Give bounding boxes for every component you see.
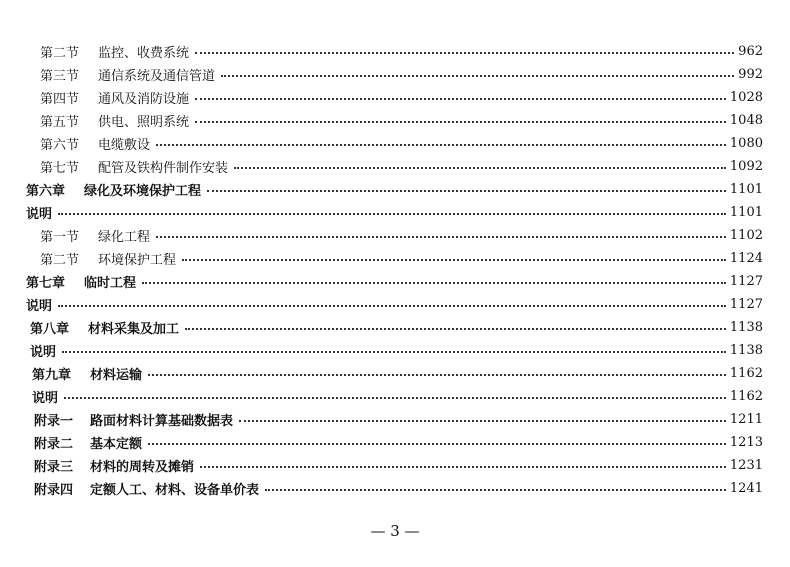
toc-entry [40, 109, 763, 131]
toc-entry-title: 电缆敷设 [98, 137, 151, 153]
dot-leader [265, 489, 726, 491]
toc-entry-title: 基本定额 [90, 436, 143, 452]
toc-entry-label: 第七章 [26, 275, 66, 291]
toc-entry-label: 第九章 [32, 367, 72, 383]
toc-entry [40, 247, 763, 269]
toc-entry-label: 说明 [30, 344, 57, 360]
toc-entry [40, 132, 763, 154]
toc-entry-label: 第一节 [40, 229, 80, 245]
toc-entry-page: 1127 [729, 273, 763, 289]
toc-entry-label: 第五节 [40, 114, 80, 130]
toc-note [32, 385, 763, 407]
toc-entry-label: 第三节 [40, 68, 80, 84]
toc-entry-label: 第七节 [40, 160, 80, 176]
toc-note [26, 293, 763, 315]
toc-note [30, 339, 763, 361]
toc-entry [40, 155, 763, 177]
toc-entry-label: 第二节 [40, 45, 80, 61]
toc-entry-title: 临时工程 [84, 275, 137, 291]
toc-entry-page: 1124 [729, 250, 763, 266]
dot-leader [58, 305, 726, 307]
toc-entry-page: 1048 [729, 112, 763, 128]
toc-appendix [34, 454, 763, 476]
toc-entry-page: 1092 [729, 158, 763, 174]
toc-entry [40, 224, 763, 246]
toc-entry-page: 962 [738, 43, 763, 59]
toc-chapter [26, 178, 763, 200]
toc-entry-label: 附录二 [34, 436, 74, 452]
toc-entry [40, 86, 763, 108]
toc-entry-label: 说明 [26, 298, 53, 314]
toc-entry-title: 监控、收费系统 [98, 45, 190, 61]
toc-entry-page: 1162 [729, 365, 763, 381]
toc-entry-title: 材料的周转及摊销 [90, 459, 195, 475]
dot-leader [156, 144, 726, 146]
dot-leader [195, 52, 734, 54]
toc-entry-page: 1102 [729, 227, 763, 243]
toc-note [26, 201, 763, 223]
dot-leader [207, 190, 726, 192]
toc-entry [40, 40, 763, 62]
toc-entry-page: 1080 [729, 135, 763, 151]
dot-leader [148, 443, 726, 445]
toc-entry-page: 1101 [729, 181, 763, 197]
toc-entry-title: 绿化及环境保护工程 [84, 183, 202, 199]
toc-entry-page: 1241 [729, 480, 763, 496]
toc-entry-label: 附录三 [34, 459, 74, 475]
page-number-footer: — 3 — [370, 522, 420, 540]
toc-entry-label: 说明 [32, 390, 59, 406]
toc-entry-title: 绿化工程 [98, 229, 151, 245]
toc-appendix [34, 431, 763, 453]
toc-entry-title: 材料采集及加工 [88, 321, 180, 337]
toc-entry-title: 定额人工、材料、设备单价表 [90, 482, 260, 498]
toc-entry-label: 第四节 [40, 91, 80, 107]
toc-entry-page: 1213 [729, 434, 763, 450]
toc-entry-page: 1028 [729, 89, 763, 105]
dot-leader [200, 466, 726, 468]
toc-entry-page: 1101 [729, 204, 763, 220]
toc-chapter [30, 316, 763, 338]
toc-appendix [34, 408, 763, 430]
dot-leader [221, 75, 734, 77]
toc-entry-label: 附录四 [34, 482, 74, 498]
toc-chapter [26, 270, 763, 292]
dot-leader [182, 259, 726, 261]
toc-entry-title: 通信系统及通信管道 [98, 68, 216, 84]
toc-entry-page: 1211 [729, 411, 763, 427]
dot-leader [185, 328, 726, 330]
dot-leader [195, 98, 726, 100]
toc-chapter [32, 362, 763, 384]
toc-entry-page: 1231 [729, 457, 763, 473]
toc-entry-label: 第八章 [30, 321, 70, 337]
toc-entry-label: 第六节 [40, 137, 80, 153]
toc-entry-page: 1138 [729, 342, 763, 358]
toc-appendix [34, 477, 763, 499]
dot-leader [234, 167, 726, 169]
dot-leader [239, 420, 726, 422]
dot-leader [195, 121, 726, 123]
toc-entry-title: 环境保护工程 [98, 252, 177, 268]
toc-entry-title: 路面材料计算基础数据表 [90, 413, 234, 429]
toc-entry-label: 第六章 [26, 183, 66, 199]
toc-entry-page: 1127 [729, 296, 763, 312]
toc-entry-page: 992 [738, 66, 763, 82]
toc-entry-title: 配管及铁构件制作安装 [98, 160, 229, 176]
toc-entry-title: 通风及消防设施 [98, 91, 190, 107]
dot-leader [148, 374, 726, 376]
dot-leader [64, 397, 726, 399]
toc-entry-title: 材料运输 [90, 367, 143, 383]
toc-entry-label: 第二节 [40, 252, 80, 268]
toc-entry-page: 1138 [729, 319, 763, 335]
dot-leader [62, 351, 726, 353]
toc-entry-label: 说明 [26, 206, 53, 222]
dot-leader [156, 236, 726, 238]
toc-entry-label: 附录一 [34, 413, 74, 429]
toc-entry-title: 供电、照明系统 [98, 114, 190, 130]
toc-entry-page: 1162 [729, 388, 763, 404]
toc-entry [40, 63, 763, 85]
dot-leader [58, 213, 726, 215]
dot-leader [142, 282, 726, 284]
